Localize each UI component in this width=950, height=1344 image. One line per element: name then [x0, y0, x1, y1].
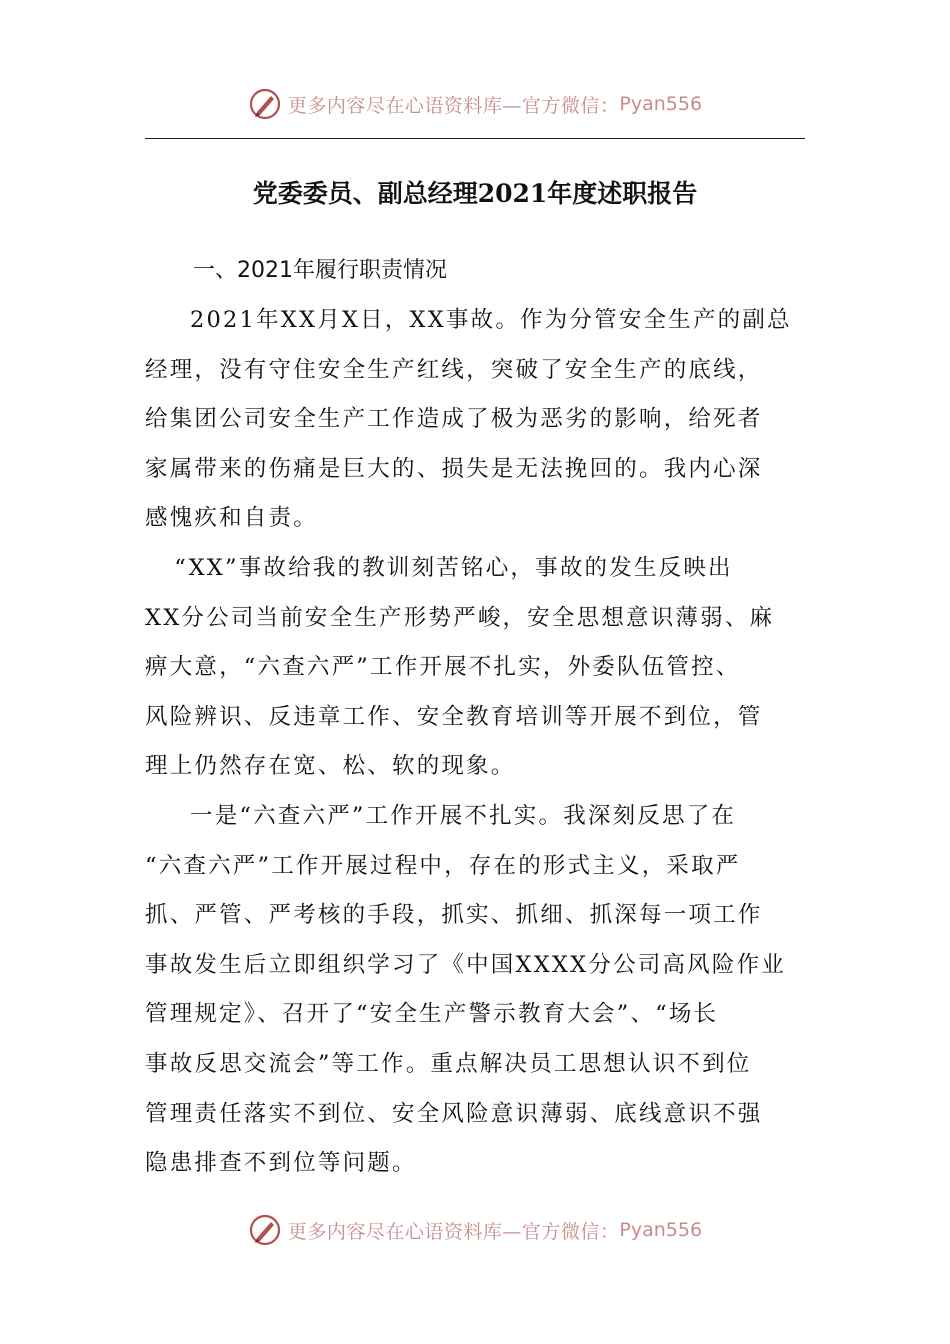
paragraph	[145, 544, 810, 792]
watermark-handle: Pyan556	[619, 93, 703, 115]
section-heading: 一、2021年履行职责情况	[193, 258, 447, 283]
paragraph	[145, 792, 810, 1189]
watermark-text: 更多内容尽在心语资料库—官方微信：	[287, 1220, 620, 1243]
paragraph-line: 给集团公司安全生产工作造成了极为恶劣的影响，给死者	[145, 406, 763, 433]
paragraph-line: 2021年XX月X日，XX事故。作为分管安全生产的副总	[190, 307, 792, 333]
paragraph-line: 管理责任落实不到位、安全风险意识薄弱、底线意识不强	[145, 1100, 763, 1127]
document-body	[145, 246, 810, 1189]
paragraph-line: 理上仍然存在宽、松、软的现象。	[145, 753, 516, 780]
paragraph-line: “XX”事故给我的教训刻苦铭心，事故的发生反映出	[174, 554, 733, 581]
paragraph-line: “六查六严”工作开展过程中，存在的形式主义，采取严	[145, 852, 741, 879]
paragraph-line: 风险辨识、反违章工作、安全教育培训等开展不到位，管	[145, 703, 763, 730]
watermark-text: 更多内容尽在心语资料库—官方微信：	[287, 94, 620, 117]
pen-logo-icon	[248, 87, 282, 121]
watermark-handle: Pyan556	[619, 1219, 703, 1241]
header-rule	[145, 138, 805, 139]
document-title: 党委委员、副总经理2021年度述职报告	[252, 179, 698, 208]
paragraph-line: 经理，没有守住安全生产红线，突破了安全生产的底线，	[145, 356, 763, 383]
header-watermark	[0, 82, 950, 126]
paragraph-list	[145, 296, 810, 1189]
paragraph-line: 隐患排查不到位等问题。	[145, 1150, 417, 1177]
paragraph-line: 感愧疚和自责。	[145, 505, 318, 532]
paragraph-line: 管理规定》、召开了“安全生产警示教育大会”、“场长	[145, 1001, 719, 1028]
paragraph-line: 痹大意，“六查六严”工作开展不扎实，外委队伍管控、	[145, 654, 741, 681]
pen-logo-icon	[248, 1213, 282, 1247]
paragraph-line: 抓、严管、严考核的手段，抓实、抓细、抓深每一项工作	[145, 902, 763, 929]
paragraph-line: XX分公司当前安全生产形势严峻，安全思想意识薄弱、麻	[145, 604, 775, 631]
paragraph-line: 事故发生后立即组织学习了《中国XXXX分公司高风险作业	[145, 951, 786, 978]
footer-watermark	[0, 1208, 950, 1252]
paragraph-line: 家属带来的伤痛是巨大的、损失是无法挽回的。我内心深	[145, 455, 763, 482]
paragraph	[145, 296, 810, 544]
paragraph-line: 一是“六查六严”工作开展不扎实。我深刻反思了在	[190, 802, 737, 829]
paragraph-line: 事故反思交流会”等工作。重点解决员工思想认识不到位	[145, 1050, 752, 1077]
